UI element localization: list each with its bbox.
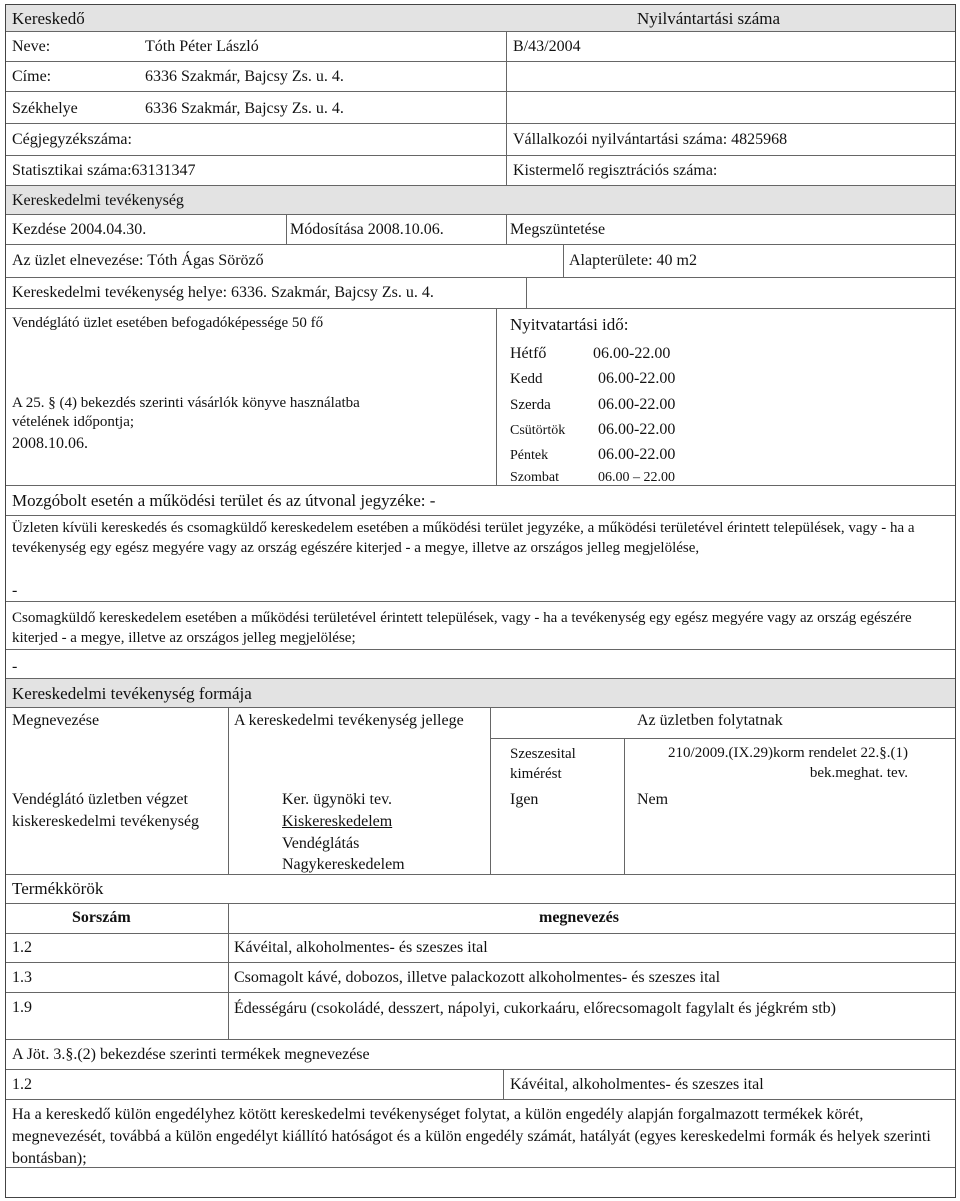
activity-termination: Megszüntetése: [510, 221, 606, 238]
opening-day: Péntek: [510, 448, 549, 463]
header-trader-label: Kereskedő: [12, 9, 85, 28]
opening-day: Kedd: [510, 371, 543, 387]
product-name: Kávéital, alkoholmentes- és szeszes ital: [234, 939, 488, 956]
nature-item-selected: Kiskereskedelem: [282, 813, 393, 830]
mail-order-value: -: [12, 658, 18, 675]
spirits-serving-label: Szeszesital kimérést: [510, 746, 576, 783]
header-band: [6, 5, 955, 31]
product-name: Édességáru (csokoládé, desszert, nápolyi, cukorkaáru, előrecsomagolt fagylalt és jégkrém stb): [234, 1000, 837, 1017]
seating-capacity: Vendéglátó üzlet esetében befogadóképessége 50 fő: [12, 315, 324, 331]
special-products-title: A Jöt. 3.§.(2) bekezdése szerinti termékek megnevezése: [12, 1046, 370, 1063]
mobile-shop-route: Mozgóbolt esetén a működési terület és az útvonal jegyzéke: -: [12, 491, 436, 510]
products-section-title: Termékkörök: [12, 879, 104, 898]
nature-item: Vendéglátás: [282, 835, 360, 852]
opening-day: Csütörtök: [510, 423, 566, 438]
nature-item: Ker. ügynöki tev.: [282, 791, 393, 808]
nature-item: Nagykereskedelem: [282, 856, 405, 873]
regulation-no: Nem: [637, 791, 669, 808]
spirits-yes: Igen: [510, 791, 539, 808]
opening-hours-title: Nyitvatartási idő:: [510, 315, 629, 334]
opening-hours: 06.00-22.00: [598, 396, 676, 413]
statistical-number: Statisztikai száma:63131347: [12, 162, 196, 179]
header-registry-number-label: Nyilvántartási száma: [637, 9, 781, 28]
seat-value: 6336 Szakmár, Bajcsy Zs. u. 4.: [145, 100, 344, 117]
opening-hours: 06.00-22.00: [598, 370, 676, 387]
customer-book-note-prefix: A 25.: [12, 395, 49, 411]
shop-area: Alapterülete: 40 m2: [569, 252, 697, 269]
activity-modified-date: Módosítása 2008.10.06.: [290, 221, 444, 238]
customer-book-note-line1: [12, 395, 360, 412]
activity-section-title: Kereskedelmi tevékenység: [12, 192, 184, 209]
opening-hours: 06.00 – 22.00: [598, 470, 675, 485]
name-label: Neve:: [12, 38, 51, 55]
col-product-name-header: megnevezés: [539, 909, 619, 926]
opening-hours: 06.00-22.00: [598, 421, 676, 438]
opening-day: Szerda: [510, 397, 551, 413]
company-registry-label: Cégjegyzékszáma:: [12, 131, 132, 148]
activity-name: Vendéglátó üzletben végzet kiskereskedelmi tevékenység: [12, 791, 200, 831]
address-value: 6336 Szakmár, Bajcsy Zs. u. 4.: [145, 68, 344, 85]
entrepreneur-registry-number: Vállalkozói nyilvántartási száma: 4825968: [513, 131, 788, 148]
seat-label: Székhelye: [12, 100, 78, 117]
col-nature-header: A kereskedelmi tevékenység jellege: [234, 712, 464, 729]
opening-hours: 06.00-22.00: [598, 446, 676, 463]
opening-day: Hétfő: [510, 345, 547, 362]
opening-day: Szombat: [510, 470, 559, 485]
registry-form: [5, 4, 956, 1198]
activity-location: Kereskedelmi tevékenység helye: 6336. Szakmár, Bajcsy Zs. u. 4.: [12, 284, 434, 301]
outside-shop-trade-value: -: [12, 582, 18, 599]
special-product-name: Kávéital, alkoholmentes- és szeszes ital: [510, 1076, 764, 1093]
customer-book-note-line2: vételének időpontja;: [12, 414, 135, 430]
product-number: 1.9: [12, 999, 32, 1016]
product-name: Csomagolt kávé, dobozos, illetve palackozott alkoholmentes- és szeszes ital: [234, 969, 721, 986]
name-value: Tóth Péter László: [145, 38, 259, 55]
product-number: 1.2: [12, 939, 32, 956]
activity-start-date: Kezdése 2004.04.30.: [12, 221, 147, 238]
customer-book-date: 2008.10.06.: [12, 435, 88, 452]
registry-number-value: B/43/2004: [513, 38, 581, 55]
col-practiced-header: Az üzletben folytatnak: [637, 712, 783, 729]
small-producer-registration: Kistermelő regisztrációs száma:: [513, 162, 718, 179]
regulation-reference: 210/2009.(IX.29)korm rendelet 22.§.(1) bek.meghat. tev.: [668, 745, 908, 781]
opening-hours: 06.00-22.00: [593, 345, 671, 362]
col-number-header: Sorszám: [72, 909, 131, 926]
product-number: 1.3: [12, 969, 32, 986]
special-permit-text: Ha a kereskedő külön engedélyhez kötött kereskedelmi tevékenységet folytat, a külön engedély alapján forgalmazott termékek körét, megnevezését, továbbá a külön engedélyt kiállító hatóságot és a külön engedély számát, hatályát (egyes kereskedelmi formák és helyek szerinti bontásban);: [12, 1106, 931, 1167]
col-name-header: Megnevezése: [12, 712, 100, 729]
special-product-number: 1.2: [12, 1076, 32, 1093]
form-section-title: Kereskedelmi tevékenység formája: [12, 684, 252, 703]
shop-name: Az üzlet elnevezése: Tóth Ágas Söröző: [12, 252, 264, 269]
outside-shop-trade-text: Üzleten kívüli kereskedés és csomagküldő kereskedelem esetében a működési terület jegyzéke, a működési területével érintett települések, vagy - ha a tevékenység egy egész megyére vagy az ország egészére kiterjed - a megye, illetve az országos jelleg megjelölése,: [12, 520, 915, 556]
mail-order-text: Csomagküldő kereskedelem esetében a működési területével érintett települések, vagy - ha a tevékenység egy egész megyére vagy az ország egészére kiterjed - a megye, illetve az országos jelleg megjelölése;: [12, 610, 912, 646]
customer-book-note-text: § (4) bekezdés szerinti vásárlók könyve használatba: [48, 395, 360, 411]
address-label: Címe:: [12, 68, 52, 85]
